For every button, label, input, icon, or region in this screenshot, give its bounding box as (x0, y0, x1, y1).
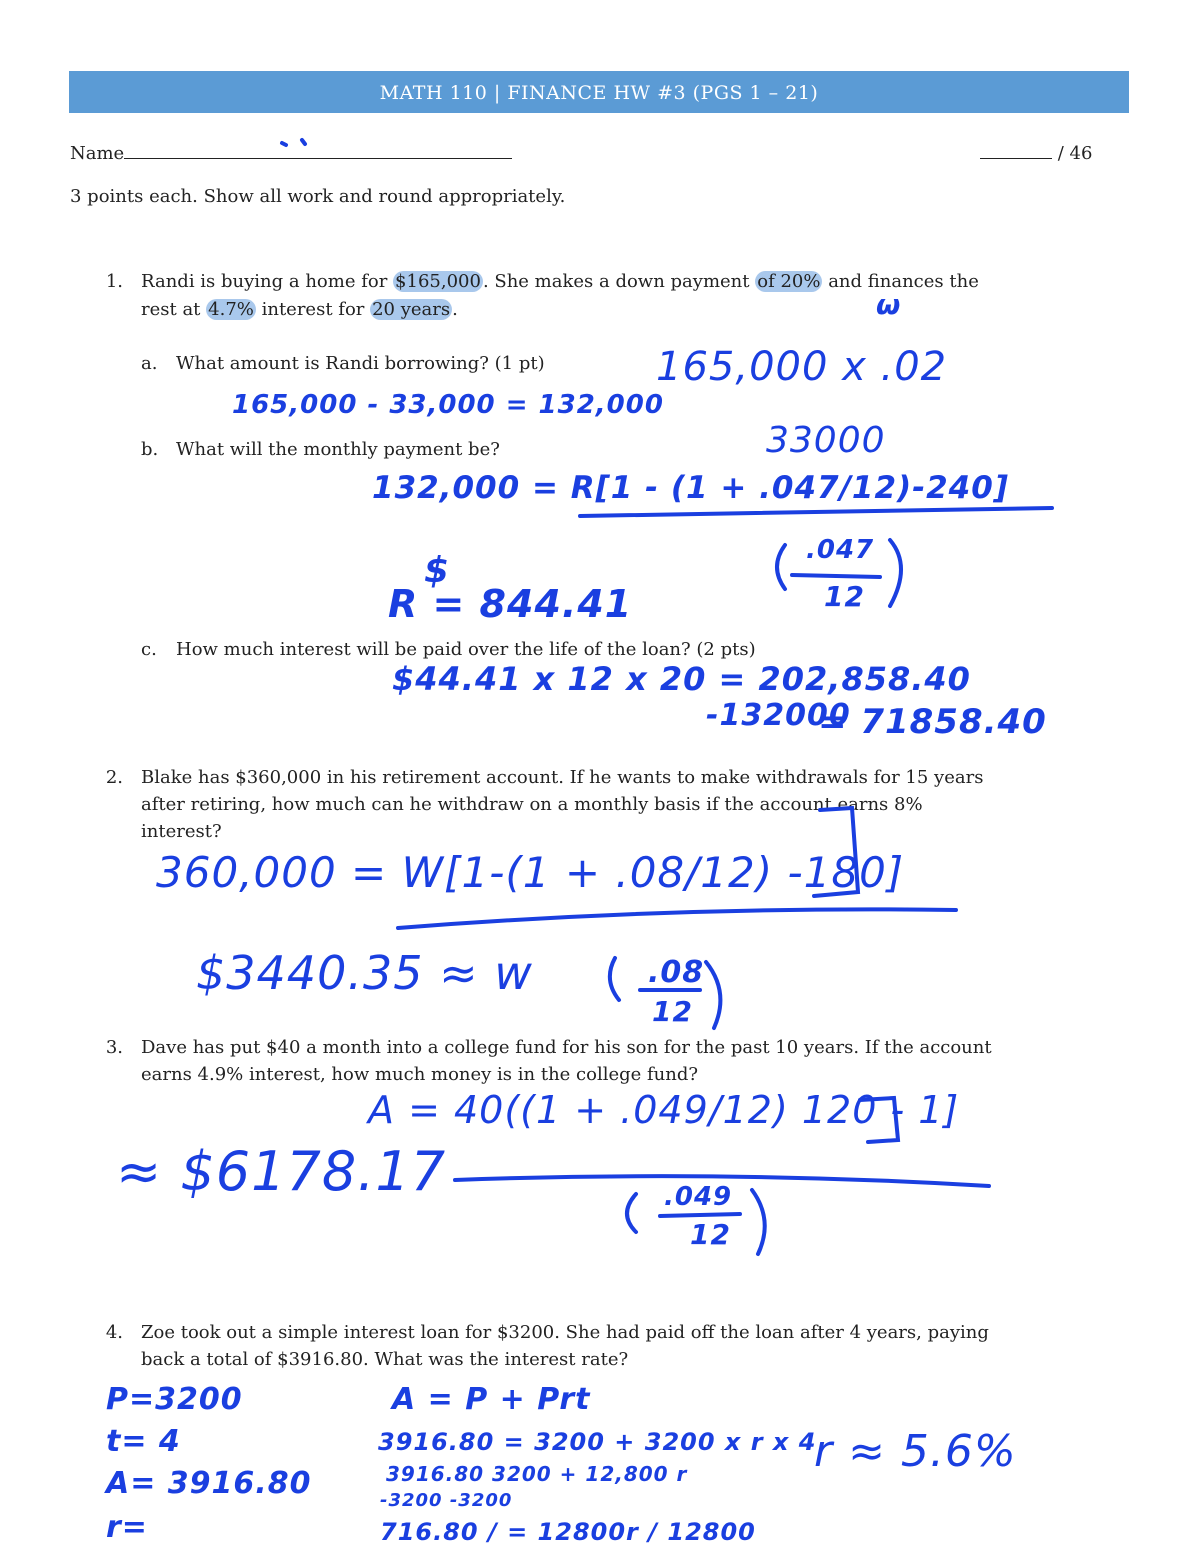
q3-answer: ≈ $6178.17 (116, 1140, 447, 1203)
q4-principal: P=3200 (106, 1382, 243, 1417)
q2-equation: 360,000 = W[1-(1 + .08/12) -180] (156, 848, 905, 897)
q1-down-payment: 33000 (766, 420, 886, 461)
q3-line2: earns 4.9% interest, how much money is in the college fund? (141, 1064, 699, 1085)
q2-denominator-numerator: .08 (648, 955, 705, 990)
q4-answer: r ≈ 5.6% (814, 1426, 1017, 1477)
q1c-line2: -132000 (706, 698, 851, 733)
q1-text: . She makes a down payment (482, 271, 756, 292)
q4-number: 4. (105, 1322, 123, 1343)
q4-time: t= 4 (106, 1424, 181, 1459)
q1c-text: How much interest will be paid over the life of the loan? (2 pts) (176, 639, 756, 660)
q2-line3: interest? (141, 821, 222, 842)
q2-denominator-denominator: 12 (652, 995, 693, 1028)
q1-years-highlight: 20 years (372, 299, 451, 320)
q4-rate-var: r= (106, 1510, 148, 1545)
q1b-dollar: $ (424, 550, 451, 591)
q1b-inner-bar (792, 575, 880, 577)
q1-calc: 165,000 x .02 (656, 344, 948, 390)
q1b-answer: R = 844.41 (388, 582, 633, 626)
q4-formula: A = P + Prt (392, 1382, 591, 1417)
q1-down-highlight: of 20% (757, 271, 821, 292)
q1a-letter: a. (141, 353, 158, 374)
q3-line1: Dave has put $40 a month into a college fund for his son for the past 10 years. If the account (141, 1037, 992, 1058)
q1-text: . (452, 299, 458, 320)
q1-text: Randi is buying a home for (141, 271, 394, 292)
q4-step2: 3916.80 3200 + 12,800 r (386, 1462, 688, 1486)
q4-step3: -3200 -3200 (380, 1490, 513, 1511)
q1b-equation: 132,000 = R[1 - (1 + .047/12)-240] (372, 470, 1009, 506)
q1c-line1: $44.41 x 12 x 20 = 202,858.40 (392, 660, 971, 698)
q1-margin-note: ω (876, 288, 902, 321)
q1-rate-highlight: 4.7% (208, 299, 254, 320)
q1c-result: = 71858.40 (818, 702, 1047, 742)
q1-text: rest at (141, 299, 207, 320)
q3-equation: A = 40((1 + .049/12) 120 - 1] (368, 1088, 960, 1132)
name-scribble (282, 140, 305, 145)
instructions: 3 points each. Show all work and round appropriately. (70, 186, 566, 207)
q3-denominator-denominator: 12 (690, 1218, 731, 1251)
q1-text: interest for (255, 299, 371, 320)
q4-line2: back a total of $3916.80. What was the interest rate? (141, 1349, 629, 1370)
q1-text: and finances the (822, 271, 979, 292)
q1b-denominator-numerator: .047 (806, 535, 875, 565)
q2-line2: after retiring, how much can he withdraw on a monthly basis if the account earns 8% (141, 794, 923, 815)
q4-line1: Zoe took out a simple interest loan for $3200. She had paid off the loan after 4 years, paying (141, 1322, 989, 1343)
q2-number: 2. (105, 767, 123, 788)
q1b-denominator-denominator: 12 (824, 580, 865, 613)
q4-amount: A= 3916.80 (106, 1466, 312, 1501)
q4-step4: 716.80 / = 12800r / 12800 (380, 1518, 756, 1546)
q2-answer: $3440.35 ≈ w (196, 946, 533, 1000)
q1b-fraction-bar (580, 508, 1052, 516)
q3-denominator-numerator: .049 (664, 1182, 733, 1212)
q1c-letter: c. (141, 639, 157, 660)
q1b-letter: b. (141, 439, 159, 460)
q1a-answer: 165,000 - 33,000 = 132,000 (232, 390, 664, 420)
header-title: MATH 110 | FINANCE HW #3 (PGS 1 – 21) (379, 82, 819, 104)
q4-step1: 3916.80 = 3200 + 3200 x r x 4 (378, 1428, 817, 1456)
q1-price-highlight: $165,000 (395, 271, 481, 292)
q3-number: 3. (105, 1037, 123, 1058)
q3-inner-bar (660, 1214, 740, 1216)
name-label: Name (70, 143, 125, 164)
q1a-text: What amount is Randi borrowing? (1 pt) (176, 353, 545, 374)
q1b-text: What will the monthly payment be? (176, 439, 500, 460)
q1-number: 1. (105, 271, 123, 292)
q2-fraction-bar (398, 909, 956, 928)
score-total: / 46 (1057, 143, 1093, 164)
q2-line1: Blake has $360,000 in his retirement account. If he wants to make withdrawals for 15 years (141, 767, 984, 788)
